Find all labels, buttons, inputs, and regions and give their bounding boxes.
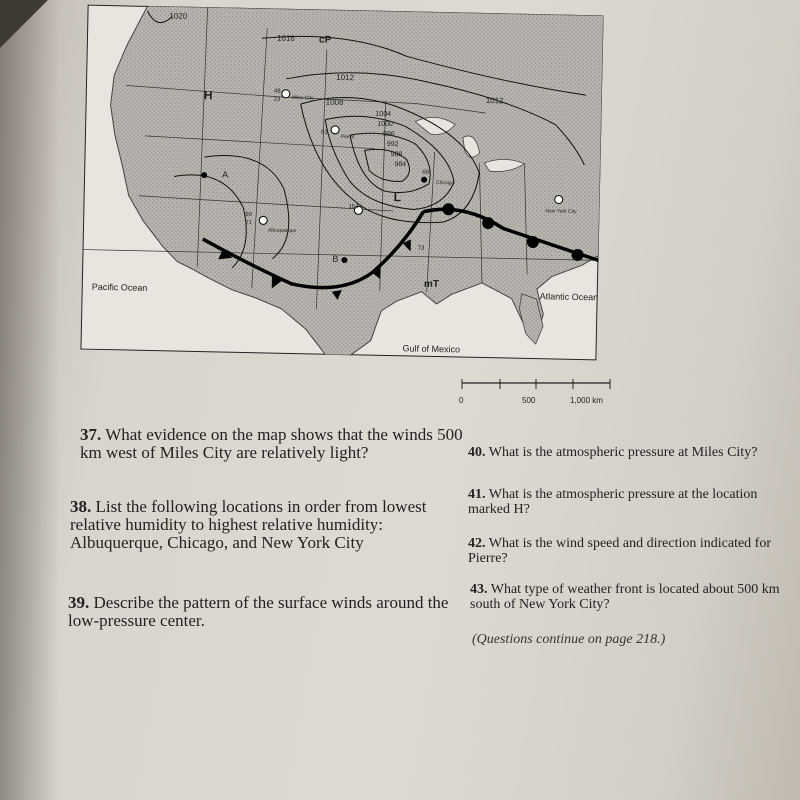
question-43 bbox=[470, 583, 800, 612]
pierre-station-value: 61 bbox=[320, 129, 328, 136]
question-text: What is the wind speed and direction indicated for Pierre? bbox=[468, 536, 771, 566]
scale-1000-km: 1,000 km bbox=[570, 396, 603, 405]
isobar-label-1020: 1020 bbox=[169, 11, 188, 21]
question-text: Describe the pattern of the surface winds around the low-pressure center. bbox=[68, 593, 449, 630]
chicago-label: Chicago bbox=[435, 179, 455, 187]
air-mass-cp-label: cP bbox=[318, 34, 332, 46]
isobar-label-984: 984 bbox=[394, 161, 407, 169]
question-text: What is the atmospheric pressure at Miles City? bbox=[488, 445, 758, 460]
gulf-of-mexico-label: Gulf of Mexico bbox=[402, 343, 461, 355]
albuquerque-station-bottom: 21 bbox=[245, 219, 252, 227]
isobar-label-1004: 1004 bbox=[375, 110, 392, 119]
air-mass-mt-label: mT bbox=[423, 278, 439, 291]
miles-city-station-top: 48 bbox=[273, 88, 281, 95]
question-37 bbox=[80, 426, 465, 462]
isobar-label-988: 988 bbox=[390, 151, 403, 159]
isobar-label-1000: 1000 bbox=[377, 120, 393, 129]
isobar-label-996: 996 bbox=[382, 130, 395, 139]
miles-city-station-bottom: 23 bbox=[273, 96, 281, 103]
question-40 bbox=[468, 446, 798, 461]
question-41 bbox=[468, 488, 798, 517]
isobar-label-1012-west: 1012 bbox=[336, 72, 355, 83]
center-station-value: 154 bbox=[348, 204, 359, 211]
question-number: 42. bbox=[468, 536, 486, 551]
continue-note: (Questions continue on page 218.) bbox=[472, 632, 666, 647]
isobar-label-992: 992 bbox=[386, 140, 399, 149]
question-number: 37. bbox=[80, 425, 102, 444]
question-number: 38. bbox=[70, 497, 92, 516]
isobar-label-1016: 1016 bbox=[276, 33, 295, 43]
question-text: What evidence on the map shows that the winds 500 km west of Miles City are relatively light? bbox=[80, 425, 463, 462]
question-38 bbox=[70, 498, 455, 552]
page-gutter-shadow bbox=[0, 0, 60, 800]
question-number: 43. bbox=[470, 582, 488, 597]
new-york-label: New York City bbox=[545, 208, 577, 215]
albuquerque-station-top: 50 bbox=[245, 211, 253, 219]
question-text: List the following locations in order from lowest relative humidity to highest relative humidity: Albuquerque, Chicago, and New York City bbox=[70, 497, 427, 552]
question-number: 40. bbox=[468, 445, 486, 460]
high-pressure-label: H bbox=[203, 88, 213, 103]
chicago-station-value: 69 bbox=[422, 169, 429, 176]
point-b-label: B bbox=[332, 253, 339, 264]
scale-zero: 0 bbox=[459, 396, 464, 405]
low-pressure-label: L bbox=[393, 190, 402, 205]
atlantic-ocean-label: Atlantic Ocean bbox=[539, 291, 599, 303]
weather-map bbox=[80, 5, 603, 361]
question-text: What is the atmospheric pressure at the location marked H? bbox=[468, 487, 758, 517]
pierre-label: Pierre bbox=[340, 133, 355, 141]
pacific-ocean-label: Pacific Ocean bbox=[91, 281, 148, 293]
question-39 bbox=[68, 594, 453, 630]
question-number: 41. bbox=[468, 487, 486, 502]
gulf-station-value: 73 bbox=[417, 245, 425, 252]
isobar-label-1008: 1008 bbox=[325, 97, 344, 108]
albuquerque-label: Albuquerque bbox=[267, 227, 297, 235]
question-number: 39. bbox=[68, 593, 90, 612]
question-text: What type of weather front is located about 500 km south of New York City? bbox=[470, 582, 780, 612]
isobar-label-1012-east: 1012 bbox=[485, 95, 504, 106]
point-a-label: A bbox=[222, 169, 229, 180]
question-42 bbox=[468, 537, 798, 566]
map-scale bbox=[450, 375, 630, 415]
miles-city-label: Miles City bbox=[291, 94, 314, 102]
scale-500: 500 bbox=[522, 396, 536, 405]
